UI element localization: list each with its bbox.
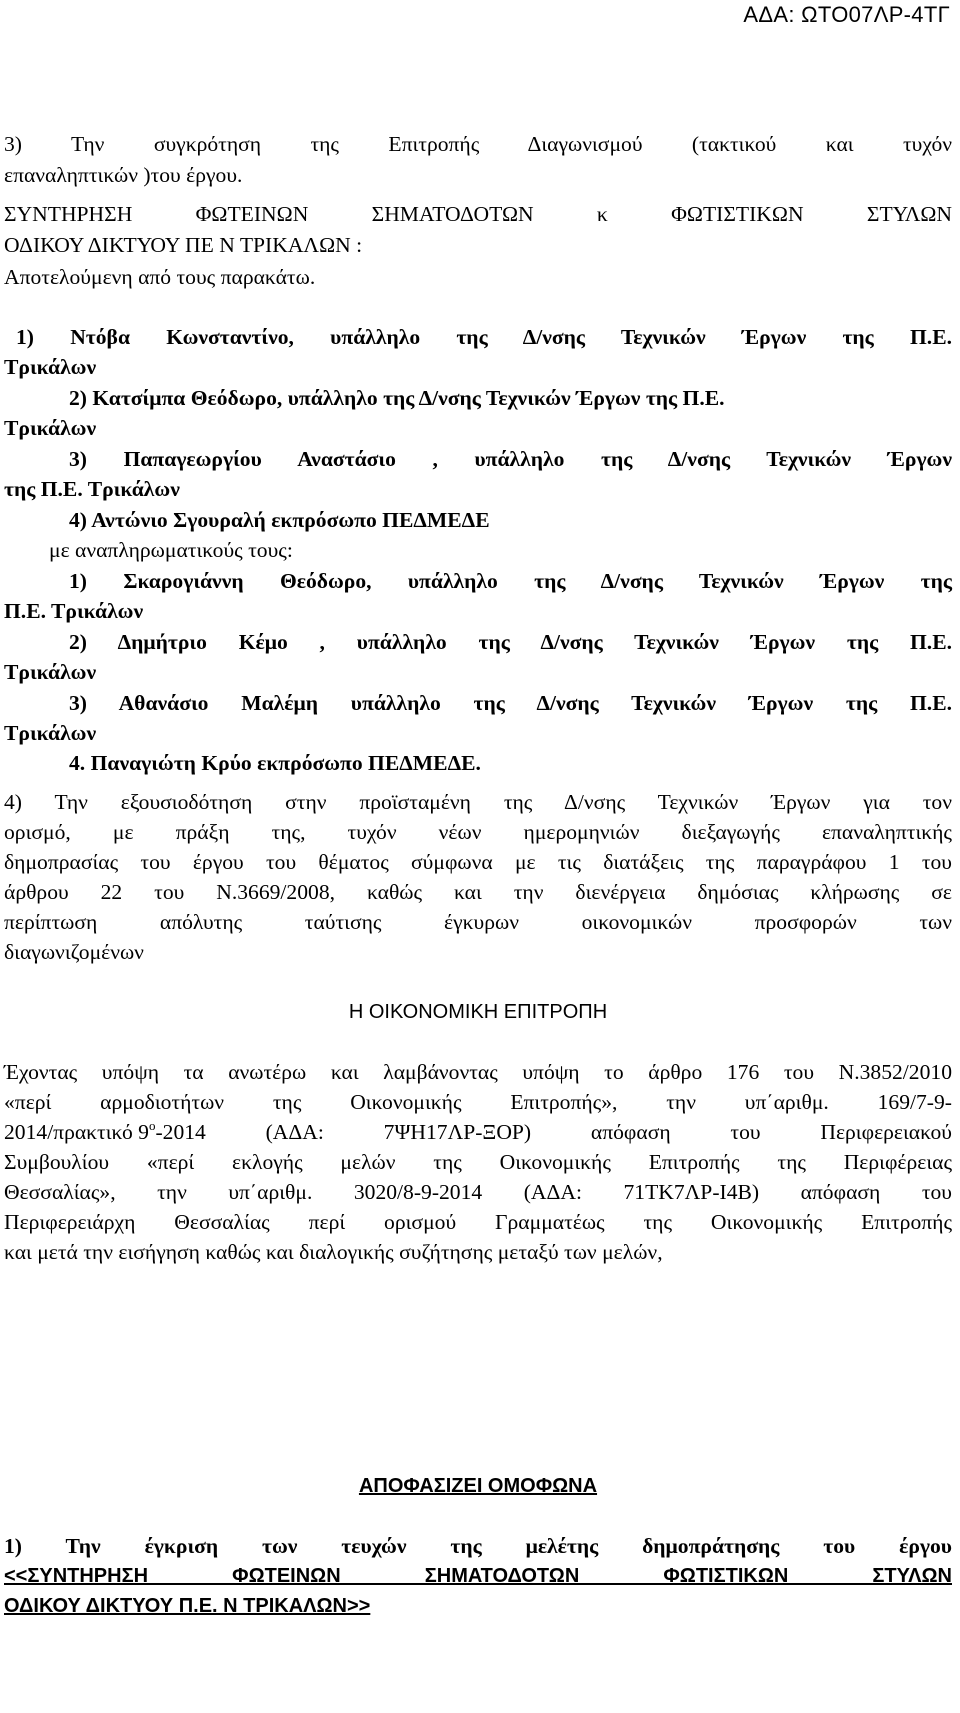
member-1-cont: Τρικάλων — [4, 355, 97, 379]
decision-line3: ΟΔΙΚΟΥ ΔΙΚΤΥΟΥ Π.Ε. Ν ΤΡΙΚΑΛΩΝ>> — [4, 1595, 371, 1617]
body-line5: Θεσσαλίας», την υπ΄αριθμ. 3020/8-9-2014 (ΑΔΑ: 71ΤΚ7ΛΡ-Ι4Β) απόφαση του — [4, 1180, 952, 1204]
member-3-cont: της Π.Ε. Τρικάλων — [4, 477, 180, 501]
decision-line2: <<ΣΥΝΤΗΡΗΣΗ ΦΩΤΕΙΝΩΝ ΣΗΜΑΤΟΔΟΤΩΝ ΦΩΤΙΣΤΙΚΩΝ ΣΤΥΛΩΝ — [4, 1565, 952, 1587]
body-line2: «περί αρμοδιοτήτων της Οικονομικής Επιτροπής», την υπ΄αριθμ. 169/7-9- — [4, 1090, 952, 1114]
member-2: 2) Κατσίμπα Θεόδωρο, υπάλληλο της Δ/νσης Τεχνικών Έργων της Π.Ε. — [69, 386, 725, 410]
member-4: 4) Αντώνιο Σγουραλή εκπρόσωπο ΠΕΔΜΕΔΕ — [69, 508, 490, 532]
ada-identifier: ΑΔΑ: ΩΤΟ07ΛΡ-4ΤΓ — [743, 2, 950, 27]
project-title-line1: ΣΥΝΤΗΡΗΣΗ ΦΩΤΕΙΝΩΝ ΣΗΜΑΤΟΔΟΤΩΝ κ ΦΩΤΙΣΤΙΚΩΝ ΣΤΥΛΩΝ — [4, 202, 952, 226]
decision-heading: ΑΠΟΦΑΣΙΖΕΙ ΟΜΟΦΩΝΑ — [358, 1475, 598, 1497]
member-1: 1) Ντόβα Κωνσταντίνο, υπάλληλο της Δ/νσης Τεχνικών Έργων της Π.Ε. — [16, 325, 952, 349]
member-3: 3) Παπαγεωργίου Αναστάσιο , υπάλληλο της Δ/νσης Τεχνικών Έργων — [69, 447, 952, 471]
section4-line1: 4) Την εξουσιοδότηση στην προϊσταμένη της Δ/νσης Τεχνικών Έργων για τον — [4, 790, 952, 814]
decision-line1: 1) Την έγκριση των τευχών της μελέτης δημοπράτησης του έργου — [4, 1534, 952, 1558]
alternates-intro: με αναπληρωματικούς τους: — [49, 538, 293, 562]
alternate-2-cont: Τρικάλων — [4, 660, 97, 684]
body-line4: Συμβουλίου «περί εκλογής μελών της Οικονομικής Επιτροπής της Περιφέρειας — [4, 1150, 952, 1174]
body-line3-start: 2014/πρακτικό $9^o$ — [4, 1118, 156, 1144]
section4-line6: διαγωνιζομένων — [4, 940, 144, 964]
alternate-3-cont: Τρικάλων — [4, 721, 97, 745]
body-line3 — [4, 1117, 952, 1147]
composition-intro: Αποτελούμενη από τους παρακάτω. — [4, 265, 316, 289]
section3-line1: 3) Την συγκρότηση της Επιτροπής Διαγωνισμού (τακτικού και τυχόν — [4, 132, 952, 156]
section4-line5: περίπτωση απόλυτης ταύτισης έγκυρων οικονομικών προσφορών των — [4, 910, 952, 934]
body-line1: Έχοντας υπόψη τα ανωτέρω και λαμβάνοντας υπόψη το άρθρο 176 του Ν.3852/2010 — [4, 1060, 952, 1084]
committee-heading: Η ΟΙΚΟΝΟΜΙΚΗ ΕΠΙΤΡΟΠΗ — [348, 1001, 608, 1023]
body-line3-end: -2014 (ΑΔΑ: 7ΨΗ17ΛΡ-ΞΟΡ) απόφαση του Περιφερειακού — [155, 1120, 952, 1144]
project-title-line2: ΟΔΙΚΟΥ ΔΙΚΤΥΟΥ ΠΕ Ν ΤΡΙΚΑΛΩΝ : — [4, 233, 363, 257]
section4-line4: άρθρου 22 του Ν.3669/2008, καθώς και την διενέργεια δημόσιας κλήρωσης σε — [4, 880, 952, 904]
alternate-1: 1) Σκαρογιάννη Θεόδωρο, υπάλληλο της Δ/νσης Τεχνικών Έργων της — [69, 569, 952, 593]
alternate-1-cont: Π.Ε. Τρικάλων — [4, 599, 144, 623]
section4-line2: ορισμό, με πράξη της, τυχόν νέων ημερομηνιών διεξαγωγής επαναληπτικής — [4, 820, 952, 844]
alternate-3: 3) Αθανάσιο Μαλέμη υπάλληλο της Δ/νσης Τεχνικών Έργων της Π.Ε. — [69, 691, 952, 715]
section4-line3: δημοπρασίας του έργου του θέματος σύμφωνα με τις διατάξεις της παραγράφου 1 του — [4, 850, 952, 874]
member-2-cont: Τρικάλων — [4, 416, 97, 440]
section3-line2: επαναληπτικών )του έργου. — [4, 163, 243, 187]
alternate-2: 2) Δημήτριο Κέμο , υπάλληλο της Δ/νσης Τεχνικών Έργων της Π.Ε. — [69, 630, 952, 654]
body-line6: Περιφερειάρχη Θεσσαλίας περί ορισμού Γραμματέως της Οικονομικής Επιτροπής — [4, 1210, 952, 1234]
body-line7: και μετά την εισήγηση καθώς και διαλογικής συζήτησης μεταξύ των μελών, — [4, 1240, 663, 1264]
alternate-4: 4. Παναγιώτη Κρύο εκπρόσωπο ΠΕΔΜΕΔΕ. — [69, 751, 481, 775]
